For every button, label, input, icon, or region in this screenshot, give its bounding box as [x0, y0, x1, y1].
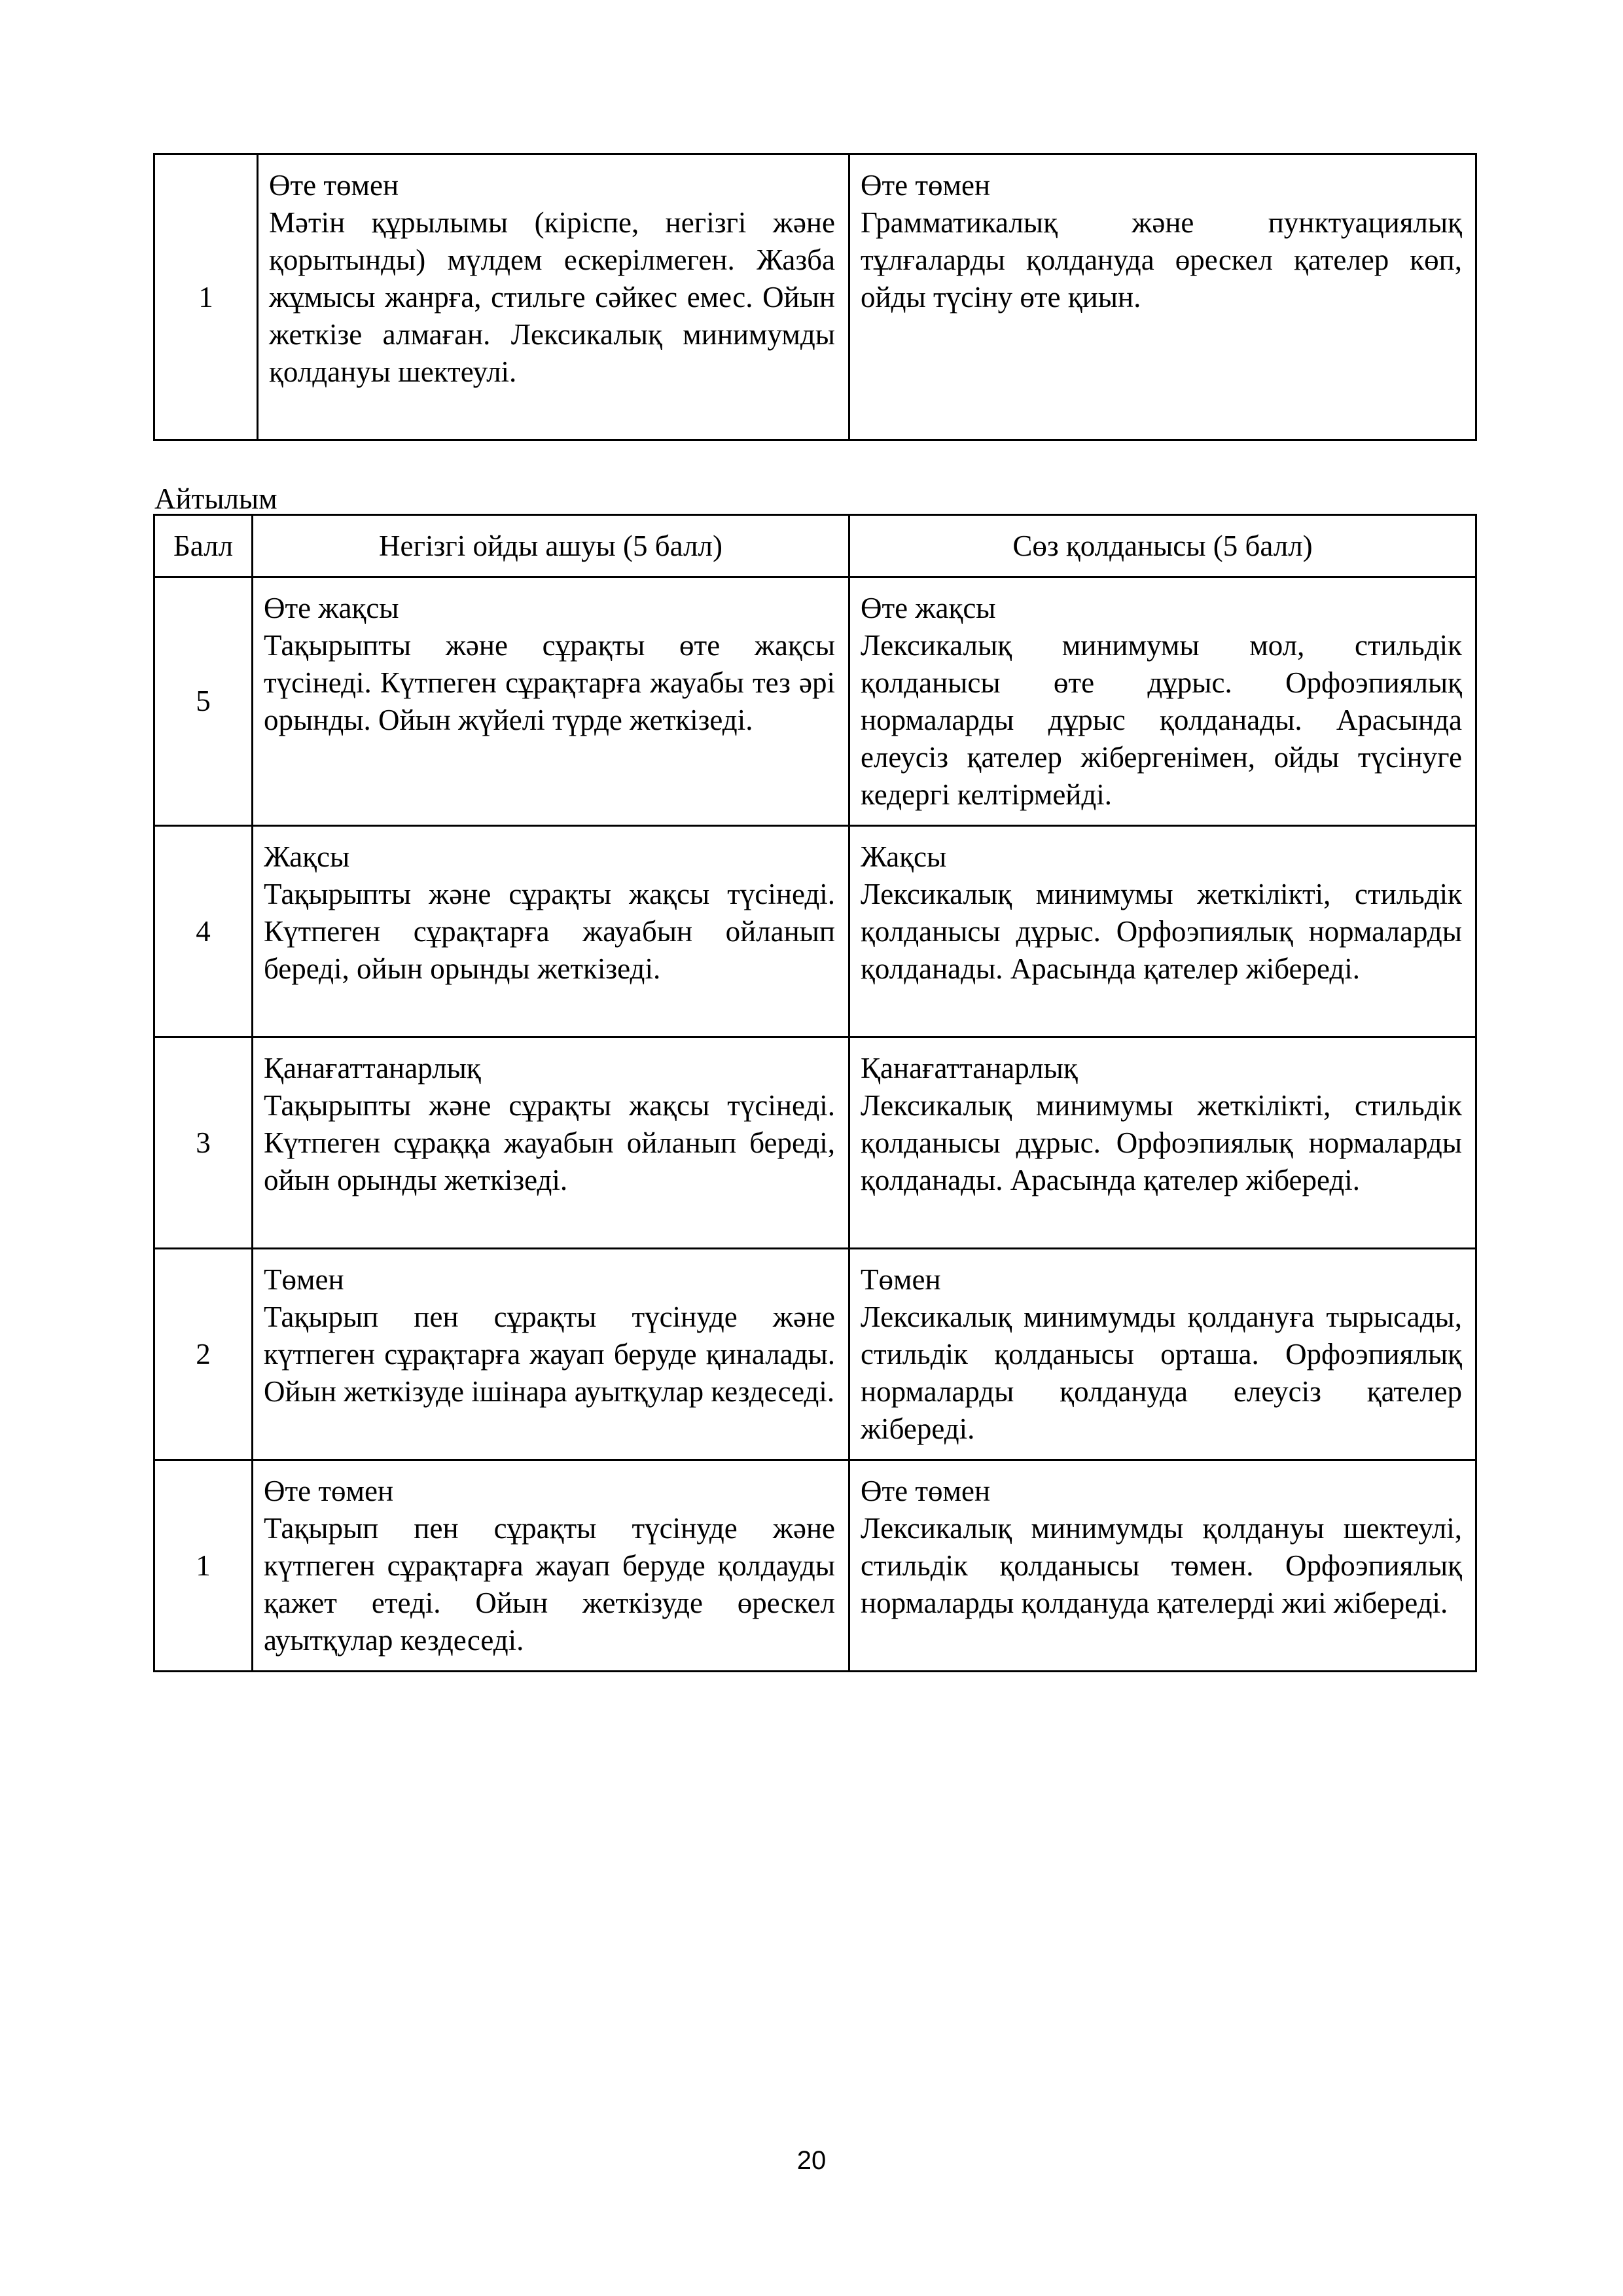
level-label: Өте төмен	[861, 169, 991, 202]
criterion-text: Лексикалық минимумды қолдануы шектеулі, стильдік қолданысы төмен. Орфоэпиялық нормаларды қолдануда қателерді жиі жібереді.	[861, 1512, 1462, 1619]
column-header-word-usage: Сөз қолданысы (5 балл)	[849, 515, 1476, 577]
level-label: Төмен	[264, 1263, 344, 1296]
level-label: Жақсы	[861, 840, 947, 873]
criterion-cell	[849, 1460, 1476, 1672]
criterion-text: Лексикалық минимумы жеткілікті, стильдік қолданысы дұрыс. Орфоэпиялық нормаларды қолданады. Арасында қателер жібереді.	[861, 878, 1462, 985]
level-label: Қанағаттанарлық	[861, 1052, 1078, 1085]
table-row	[154, 154, 1476, 440]
score-cell: 5	[154, 577, 253, 826]
level-label: Өте жақсы	[861, 592, 996, 624]
level-label: Қанағаттанарлық	[264, 1052, 481, 1085]
criterion-text: Тақырып пен сұрақты түсінуде және күтпеген сұрақтарға жауап беруде қолдауды қажет етеді. Ойын жеткізуде өрескел ауытқулар кездеседі.	[264, 1512, 835, 1657]
section-title: Айтылым	[154, 482, 277, 515]
speaking-criteria-table	[153, 514, 1477, 1672]
table-row	[154, 577, 1476, 826]
level-label: Өте төмен	[861, 1475, 991, 1507]
score-cell: 1	[154, 154, 258, 440]
criterion-text: Мәтін құрылымы (кіріспе, негізгі және қорытынды) мүлдем ескерілмеген. Жазба жұмысы жанрға, стильге сәйкес емес. Ойын жеткізе алмаған. Лексикалық минимумды қолдануы шектеулі.	[269, 206, 835, 388]
criterion-cell	[253, 1249, 849, 1460]
column-header-score: Балл	[154, 515, 253, 577]
table-row	[154, 826, 1476, 1037]
level-label: Өте төмен	[264, 1475, 394, 1507]
criterion-text: Грамматикалық және пунктуациялық тұлғаларды қолдануда өрескел қателер көп, ойды түсіну өте қиын.	[861, 206, 1462, 314]
criterion-cell	[849, 1037, 1476, 1249]
criterion-cell	[253, 826, 849, 1037]
level-label: Өте жақсы	[264, 592, 399, 624]
criterion-text: Лексикалық минимумды қолдануға тырысады, стильдік қолданысы орташа. Орфоэпиялық нормаларды қолдануда елеусіз қателер жібереді.	[861, 1300, 1462, 1445]
criterion-text: Лексикалық минимумы мол, стильдік қолданысы өте дұрыс. Орфоэпиялық нормаларды дұрыс қолданады. Арасында елеусіз қателер жібергенімен, ойды түсінуге кедергі келтірмейді.	[861, 629, 1462, 811]
table-row	[154, 1460, 1476, 1672]
score-cell: 3	[154, 1037, 253, 1249]
criterion-cell	[849, 154, 1476, 440]
criterion-cell	[258, 154, 849, 440]
criterion-text: Лексикалық минимумы жеткілікті, стильдік қолданысы дұрыс. Орфоэпиялық нормаларды қолданады. Арасында қателер жібереді.	[861, 1089, 1462, 1196]
table-row	[154, 1249, 1476, 1460]
writing-criteria-table-continued	[153, 153, 1477, 441]
criterion-cell	[253, 577, 849, 826]
level-label: Өте төмен	[269, 169, 399, 202]
criterion-cell	[849, 1249, 1476, 1460]
level-label: Жақсы	[264, 840, 350, 873]
column-header-main-idea: Негізгі ойды ашуы (5 балл)	[253, 515, 849, 577]
criterion-text: Тақырып пен сұрақты түсінуде және күтпеген сұрақтарға жауап беруде қиналады. Ойын жеткізуде ішінара ауытқулар кездеседі.	[264, 1300, 835, 1408]
criterion-text: Тақырыпты және сұрақты жақсы түсінеді. Күтпеген сұрақтарға жауабын ойланып береді, ойын орынды жеткізеді.	[264, 878, 835, 985]
table-row	[154, 1037, 1476, 1249]
level-label: Төмен	[861, 1263, 941, 1296]
criterion-text: Тақырыпты және сұрақты өте жақсы түсінеді. Күтпеген сұрақтарға жауабы тез әрі орынды. Ойын жүйелі түрде жеткізеді.	[264, 629, 835, 736]
criterion-cell	[253, 1460, 849, 1672]
page-number: 20	[796, 2146, 827, 2175]
table-header-row	[154, 515, 1476, 577]
criterion-cell	[849, 826, 1476, 1037]
criterion-cell	[253, 1037, 849, 1249]
criterion-text: Тақырыпты және сұрақты жақсы түсінеді. Күтпеген сұраққа жауабын ойланып береді, ойын орынды жеткізеді.	[264, 1089, 835, 1196]
criterion-cell	[849, 577, 1476, 826]
score-cell: 1	[154, 1460, 253, 1672]
score-cell: 2	[154, 1249, 253, 1460]
score-cell: 4	[154, 826, 253, 1037]
